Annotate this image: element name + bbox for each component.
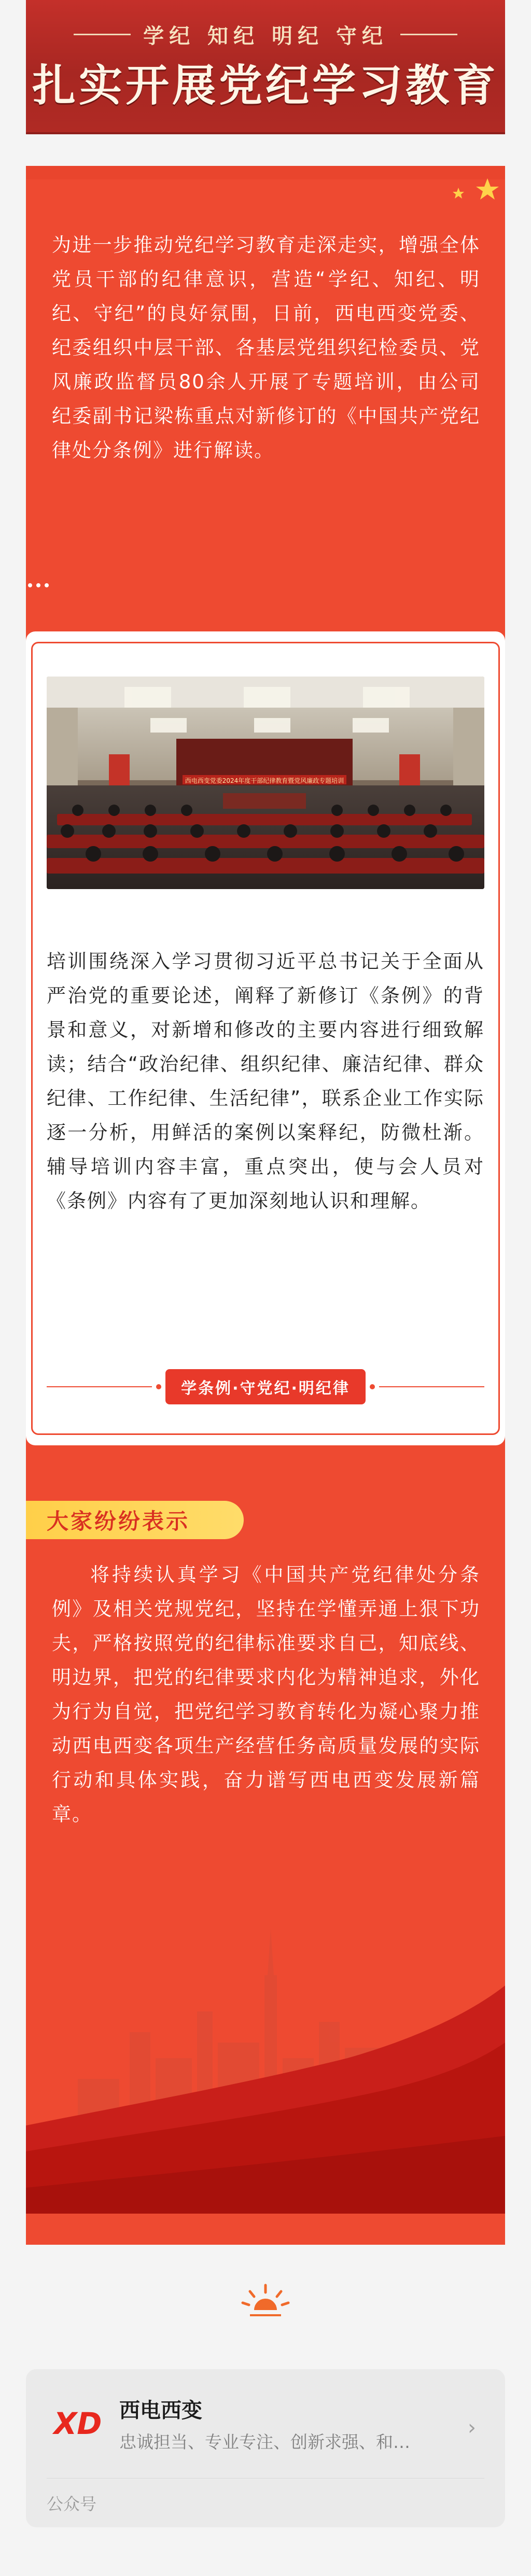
star-icon <box>447 174 504 205</box>
page-title: 扎实开展党纪学习教育 <box>32 60 499 111</box>
header-line-right <box>400 34 457 35</box>
city-skyline-decoration <box>26 1814 505 2245</box>
account-name: 西电西变 <box>119 2399 202 2423</box>
card-footer <box>47 1369 484 1405</box>
header-subtitle: 学纪 知纪 明纪 守纪 <box>143 24 388 48</box>
footer-line-right <box>379 1386 484 1387</box>
section2-paragraph <box>52 1558 480 1832</box>
section-badge-label: 大家纷纷表示 <box>47 1509 190 1534</box>
footer-dot-left <box>156 1384 161 1389</box>
card-text: 培训围绕深入学习贯彻习近平总书记关于全面从严治党的重要论述，阐释了新修订《条例》的背景和意义，对新增和修改的主要内容进行细致解读；结合“政治纪律、组织纪律、廉洁纪律、群众纪律、工作纪律、生活纪律”，联系企业工作实际逐一分析，用鲜活的案例以案释纪，防微杜渐。辅导培训内容丰富，重点突出，使与会人员对《条例》内容有了更加深刻地认识和理解。 <box>47 950 484 1212</box>
card-paragraph <box>47 945 484 1218</box>
intro-text: 为进一步推动党纪学习教育走深走实，增强全体党员干部的纪律意识，营造“学纪、知纪、明纪、守纪”的良好氛围，日前，西电西变党委、纪委组织中层干部、各基层党组织纪检委员、党风廉政监督员80余人开展了专题培训，由公司纪委副书记梁栋重点对新修订的《中国共产党纪律处分条例》进行解读。 <box>52 234 480 461</box>
header-line-left <box>74 34 131 35</box>
header-banner <box>26 0 505 132</box>
decorative-dots <box>27 582 58 588</box>
account-logo-text: XD <box>53 2406 102 2441</box>
section-badge <box>26 1501 244 1539</box>
panel-top-strip <box>26 166 505 179</box>
section2-text: 将持续认真学习《中国共产党纪律处分条例》及相关党规党纪，坚持在学懂弄通上狠下功夫，严格按照党的纪律标准要求自己，知底线、明边界，把党的纪律要求内化为精神追求，外化为行为自觉，把党纪学习教育转化为凝心聚力推动西电西变各项生产经营任务高质量发展的实际行动和具体实践，奋力谱写西电西变发展新篇章。 <box>52 1564 480 1825</box>
training-photo <box>47 677 484 889</box>
account-logo <box>52 2403 104 2444</box>
account-divider <box>47 2478 484 2479</box>
footer-line-left <box>47 1386 152 1387</box>
sun-icon <box>240 2281 291 2322</box>
account-type-label: 公众号 <box>47 2494 97 2514</box>
photo-banner-text: 西电西变党委2024年度干部纪律教育暨党风廉政专题培训 <box>185 777 344 784</box>
intro-paragraph <box>52 228 480 468</box>
footer-dot-right <box>370 1384 375 1389</box>
header-subtitle-row <box>26 19 505 50</box>
account-description: 忠诚担当、专业专注、创新求强、和… <box>119 2432 410 2452</box>
slogan-tag: 学条例·守党纪·明纪律 <box>165 1369 366 1404</box>
chevron-right-icon[interactable]: › <box>468 2416 476 2440</box>
meeting-room-image <box>47 677 484 889</box>
